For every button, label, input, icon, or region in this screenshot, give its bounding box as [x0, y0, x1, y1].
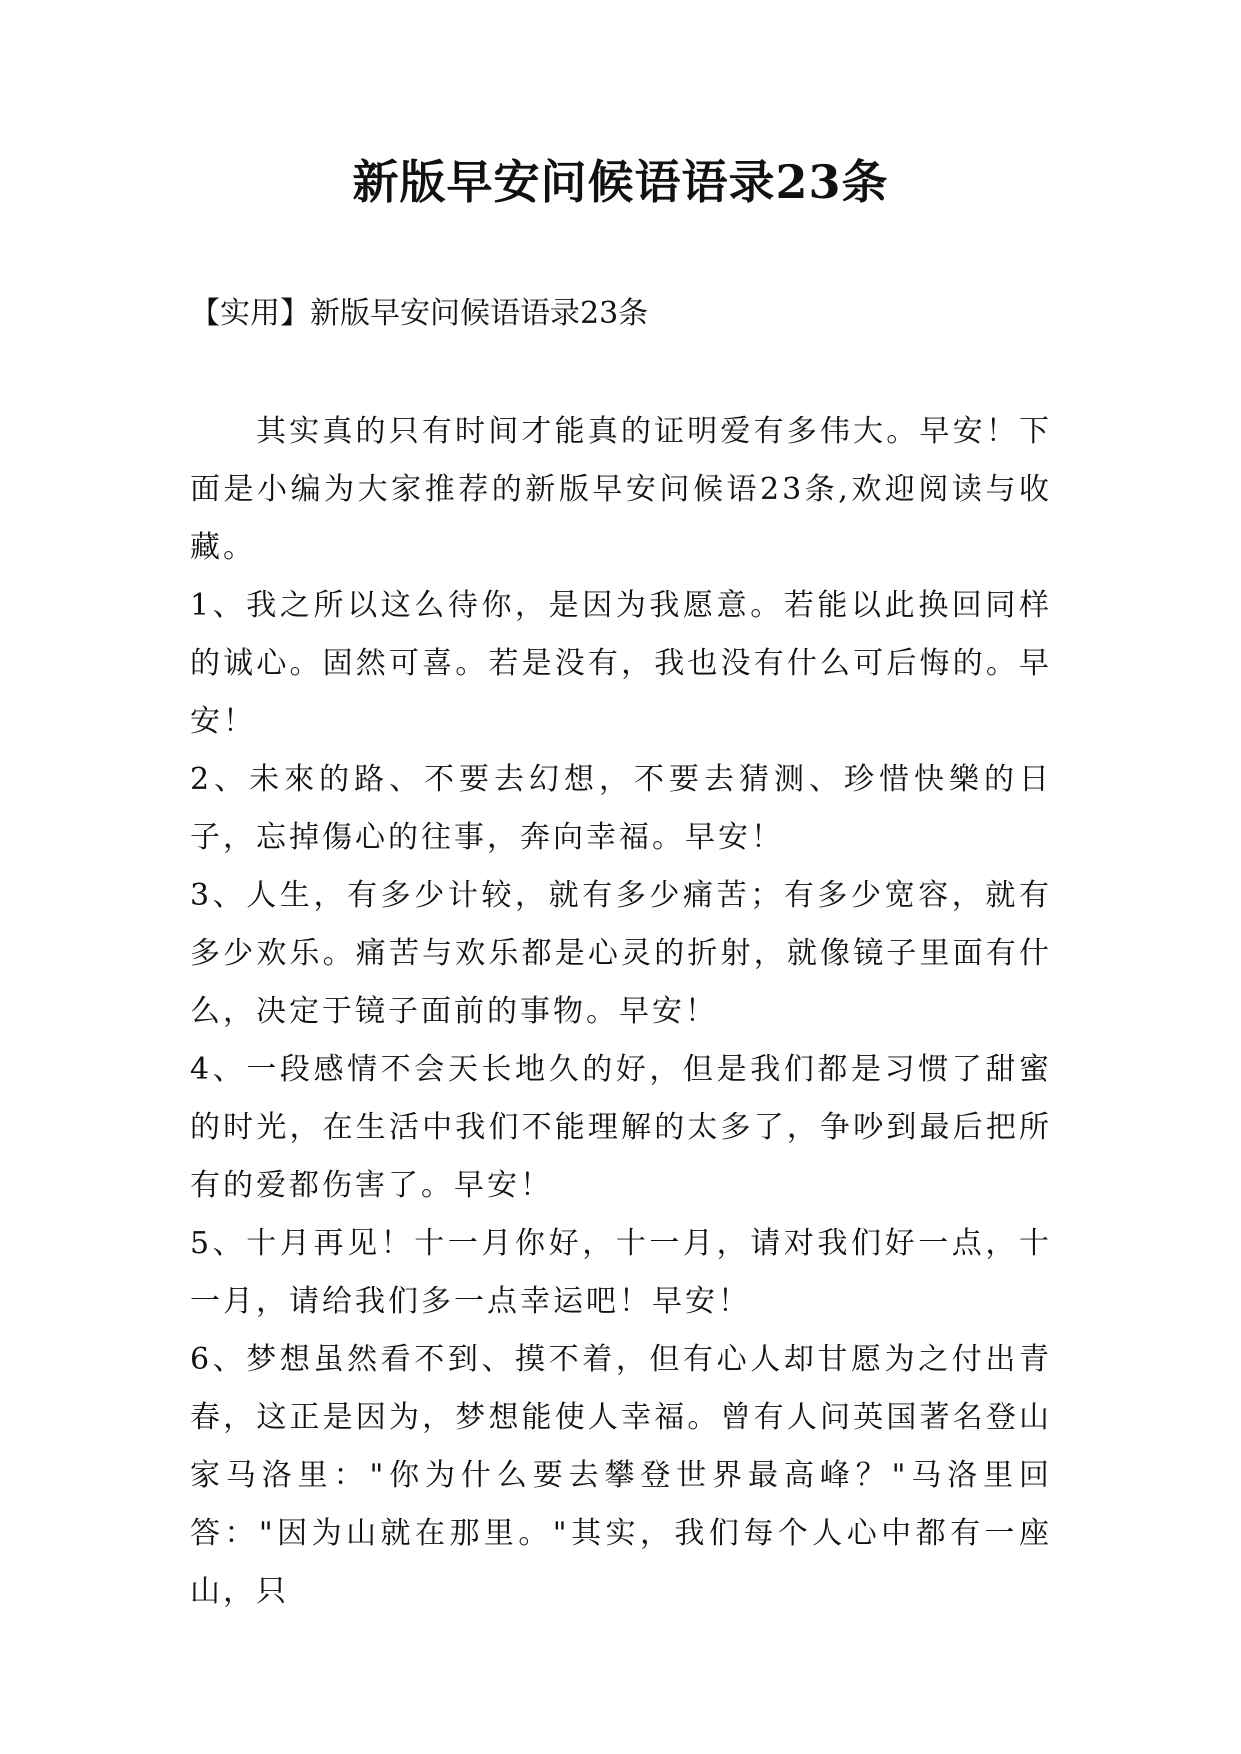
document-body [190, 403, 1052, 1621]
list-item: 3、人生，有多少计较，就有多少痛苦；有多少宽容，就有多少欢乐。痛苦与欢乐都是心灵的折射，就像镜子里面有什么，决定于镜子面前的事物。早安！ [190, 878, 1052, 1029]
list-item: 6、梦想虽然看不到、摸不着，但有心人却甘愿为之付出青春，这正是因为，梦想能使人幸福。曾有人问英国著名登山家马洛里："你为什么要去攀登世界最高峰？"马洛里回答："因为山就在那里。"其实，我们每个人心中都有一座山，只 [190, 1342, 1052, 1609]
document-title: 新版早安问候语语录23条 [352, 155, 889, 209]
list-item: 5、十月再见！十一月你好，十一月，请对我们好一点，十一月，请给我们多一点幸运吧！早安！ [190, 1226, 1052, 1319]
list-item: 4、一段感情不会天长地久的好，但是我们都是习惯了甜蜜的时光，在生活中我们不能理解的太多了，争吵到最后把所有的爱都伤害了。早安！ [190, 1052, 1052, 1203]
list-item: 1、我之所以这么待你，是因为我愿意。若能以此换回同样的诚心。固然可喜。若是没有，我也没有什么可后悔的。早安！ [190, 588, 1052, 739]
document-subtitle: 【实用】新版早安问候语语录23条 [190, 296, 649, 331]
list-item: 2、未來的路、不要去幻想，不要去猜测、珍惜快樂的日子，忘掉傷心的往事，奔向幸福。早安！ [190, 762, 1052, 855]
intro-paragraph: 其实真的只有时间才能真的证明爱有多伟大。早安！下面是小编为大家推荐的新版早安问候语23条,欢迎阅读与收藏。 [190, 414, 1052, 565]
